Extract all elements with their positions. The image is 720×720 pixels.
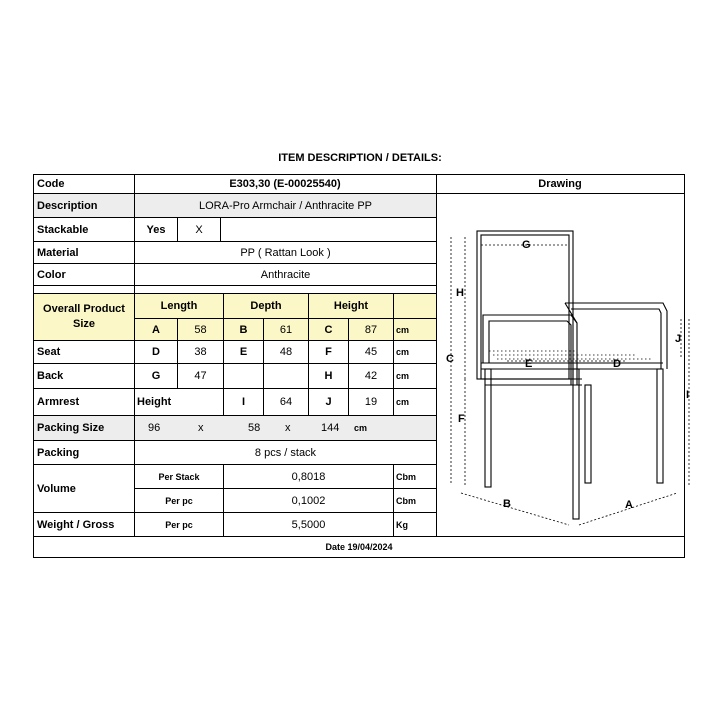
weight-per-pc-label: Per pc	[165, 519, 193, 530]
key-b: B	[224, 319, 263, 340]
dim-label-h: H	[456, 287, 464, 299]
material-label: Material	[37, 246, 79, 259]
back-label: Back	[37, 370, 64, 382]
packing-size-row	[135, 416, 436, 440]
volume-per-pc-label: Per pc	[165, 495, 193, 506]
key-g: G	[151, 370, 161, 382]
value-j: 19	[364, 396, 378, 408]
dim-label-e: E	[525, 358, 533, 370]
date-label: Date 19/04/2024	[325, 542, 393, 552]
material-value: PP ( Rattan Look )	[240, 246, 331, 259]
chair-drawing	[437, 193, 690, 535]
overall-unit: cm	[394, 319, 436, 340]
backrest-outline	[477, 231, 573, 379]
drawing-heading: Drawing	[538, 178, 582, 190]
dim-label-g: G	[522, 239, 531, 251]
stackable-label: Stackable	[37, 223, 89, 236]
volume-label: Volume	[37, 482, 76, 495]
value-b: 61	[264, 319, 308, 340]
volume-per-stack-label: Per Stack	[158, 471, 200, 482]
description-label: Description	[34, 194, 134, 217]
value-c: 87	[349, 319, 393, 340]
color-label: Color	[37, 268, 66, 281]
length-header: Length	[135, 294, 223, 318]
packing-label: Packing	[37, 446, 80, 459]
value-e: 48	[279, 346, 293, 358]
color-value: Anthracite	[260, 268, 311, 281]
dim-label-c: C	[446, 353, 454, 365]
volume-per-pc: 0,1002	[291, 494, 326, 507]
key-i: I	[241, 396, 246, 408]
sheet-title: ITEM DESCRIPTION / DETAILS:	[278, 152, 442, 164]
value-f: 45	[364, 346, 378, 358]
dim-label-d: D	[613, 358, 621, 370]
dim-label-j: J	[675, 333, 682, 345]
packing-height: 144	[321, 422, 340, 434]
overall-size-label: Overall Product Size	[34, 294, 134, 340]
weight-unit: Kg	[396, 519, 408, 530]
dim-label-f: F	[458, 413, 465, 425]
stackable-mark: X	[195, 223, 203, 236]
dim-label-a: A	[625, 499, 633, 511]
code-label: Code	[37, 178, 65, 190]
depth-header: Depth	[224, 294, 308, 318]
value-h: 42	[364, 370, 378, 382]
dim-label-i: I	[686, 389, 690, 401]
packing-length: 96	[148, 422, 161, 434]
key-d: D	[152, 346, 160, 358]
key-j: J	[325, 396, 332, 408]
weight-value: 5,5000	[291, 518, 326, 531]
seat-unit: cm	[396, 347, 410, 357]
key-e: E	[239, 346, 248, 358]
back-unit: cm	[396, 371, 410, 381]
weight-label: Weight / Gross	[37, 518, 115, 531]
packing-value: 8 pcs / stack	[254, 446, 317, 459]
code-value: E303,30 (E-00025540)	[229, 178, 341, 190]
height-header: Height	[309, 294, 393, 318]
value-a: 58	[178, 319, 223, 340]
stackable-yes: Yes	[146, 223, 166, 236]
key-c: C	[309, 319, 348, 340]
packing-x2: x	[285, 422, 291, 434]
seat-label: Seat	[37, 346, 61, 358]
value-i: 64	[279, 396, 293, 408]
value-d: 38	[194, 346, 207, 358]
volume-unit-pc: Cbm	[396, 495, 416, 506]
header-blank	[394, 294, 436, 318]
packing-width: 58	[248, 422, 261, 434]
armrest-unit: cm	[396, 397, 410, 407]
volume-per-stack: 0,8018	[291, 470, 326, 483]
key-h: H	[324, 370, 333, 382]
armrest-height-label: Height	[137, 396, 172, 408]
key-a: A	[135, 319, 177, 340]
value-g: 47	[194, 370, 207, 382]
dim-b-line	[461, 493, 569, 525]
packing-x1: x	[198, 422, 204, 434]
packing-size-label: Packing Size	[34, 416, 134, 440]
dim-label-b: B	[503, 498, 511, 510]
armrest-label: Armrest	[37, 396, 80, 408]
volume-unit-stack: Cbm	[396, 471, 416, 482]
description-value: LORA-Pro Armchair / Anthracite PP	[135, 194, 436, 217]
packing-unit: cm	[354, 423, 368, 433]
key-f: F	[325, 346, 332, 358]
